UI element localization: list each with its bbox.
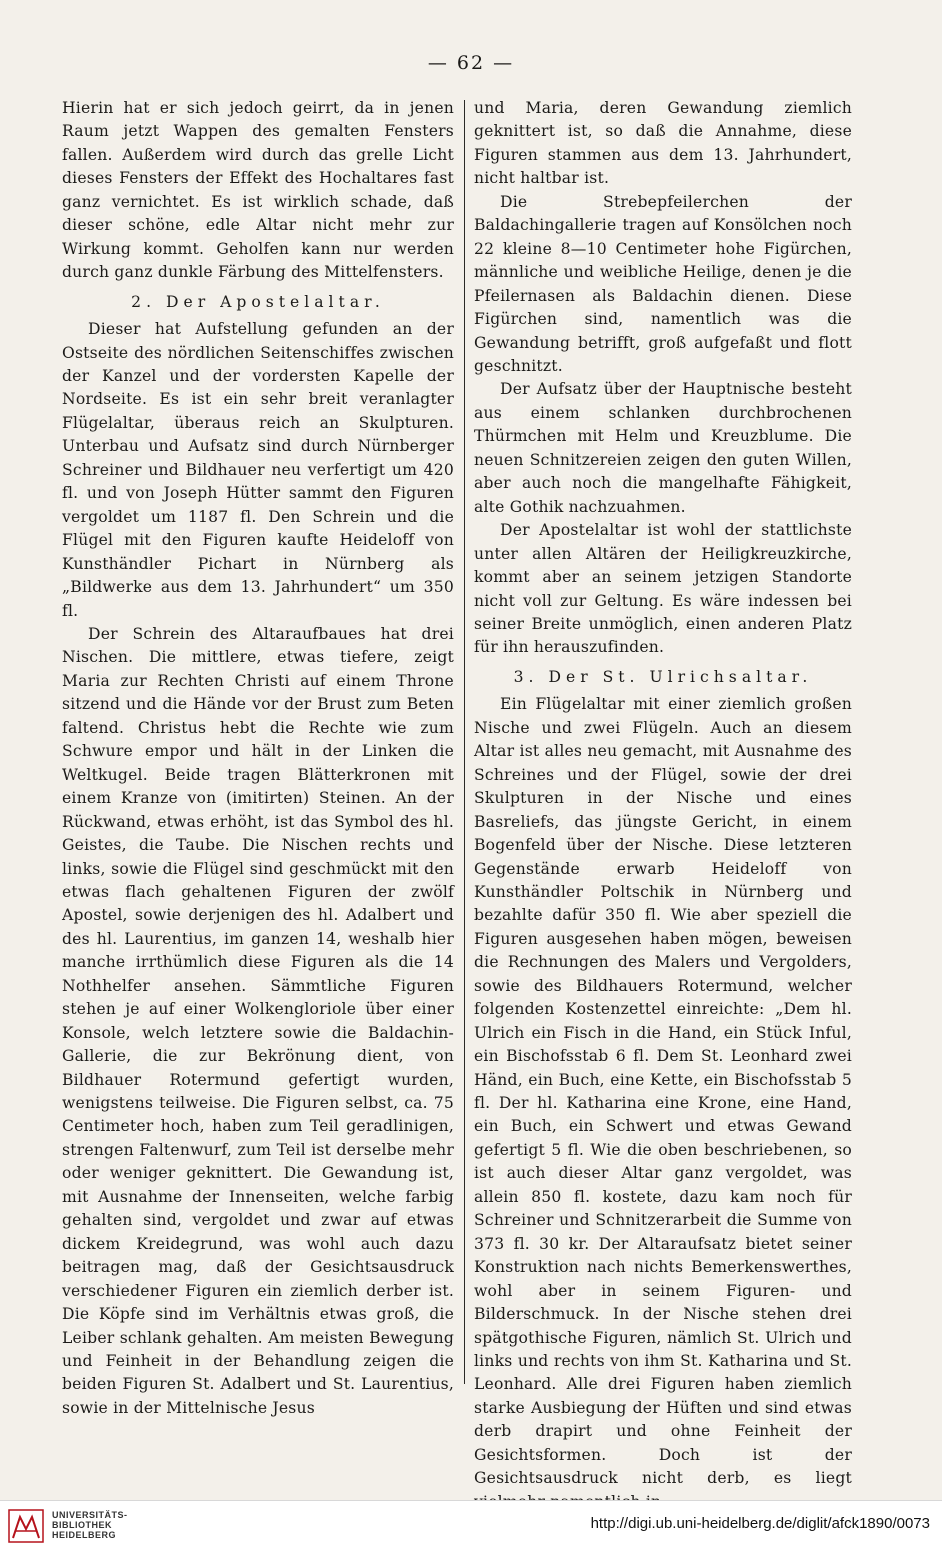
paragraph: und Maria, deren Gewandung ziemlich geknittert ist, so daß die Annahme, diese Figuren stammen aus dem 13. Jahrhundert, nicht haltbar ist. [474, 99, 852, 188]
page-number: — 62 — [427, 52, 515, 74]
library-name: UNIVERSITÄTS- BIBLIOTHEK HEIDELBERG [52, 1510, 128, 1540]
paragraph: Der Apostelaltar ist wohl der stattlichste unter allen Altären der Heiligkreuzkirche, kommt aber an seinem jetzigen Standorte nicht voll zur Geltung. Es wäre indessen bei seiner Breite unmöglich, einen anderen Platz für ihn herauszufinden. [474, 521, 852, 657]
permalink-url[interactable]: http://digi.ub.uni-heidelberg.de/diglit/afck1890/0073 [590, 1515, 930, 1532]
paragraph: Ein Flügelaltar mit einer ziemlich großen Nische und zwei Flügeln. Auch an diesem Altar ist alles neu gemacht, mit Ausnahme des Schreines und der Flügel, sowie der drei Skulpturen in der Nische und eines Basreliefs, das jüngste Gericht, in einem Bogenfeld über der Nische. Diese letzteren Gegenstände erwarb Heideloff von Kunsthändler Poltschik in Nürnberg und bezahlte dafür 350 fl. Wie aber speziell die Figuren ausgesehen haben mögen, beweisen die Rechnungen des Malers und Vergolders, sowie des Bildhauers Rotermund, welcher folgenden Kostenzettel einreichte: „Dem hl. Ulrich ein Fisch in die Hand, ein Stück Inful, ein Bischofsstab 6 fl. Dem St. Leonhard zwei Händ, ein Buch, eine Kette, ein Bischofsstab 5 fl. Der hl. Katharina eine Krone, eine Hand, ein Buch, ein Schwert und etwas Gewand gefertigt 5 fl. Wie die oben beschriebenen, so ist auch dieser Altar ganz vergoldet, was allein 850 fl. kostete, dazu kam noch für Schreiner und Schnitzerarbeit die Summe von 373 fl. 30 kr. Der Altaraufsatz bietet seiner Konstruktion nach nichts Bemerkenswerthes, wohl aber in seinem Figuren- und Bilderschmuck. In der Nische stehen drei spätgothische Figuren, nämlich St. Ulrich und links und rechts von ihm St. Katharina und St. Leonhard. Alle drei Figuren haben ziemlich starke Ausbiegung der Hüften und sind etwas derb drapirt und ohne Feinheit der Gesichtsformen. Doch ist der Gesichtsausdruck nicht derb, es liegt [474, 695, 852, 1488]
section-heading: 3. Der St. Ulrichsaltar. [513, 667, 813, 686]
paragraph: Der Schrein des Altaraufbaues hat drei Nischen. Die mittlere, etwas tiefere, zeigt Maria zur Rechten Christi auf einem Throne sitzend und die Hände vor der Brust zum Beten faltend. Christus hebt die Rechte wie zum Schwure empor und hält in der Linken die Weltkugel. Beide tragen Blätterkronen mit einem Kranze von (imitirten) Steinen. An der Rückwand, etwas erhöht, ist das Symbol des hl. Geistes, die Taube. Die Nischen rechts und links, sowie die Flügel sind geschmückt mit den etwas flach gehaltenen Figuren der zwölf Apostel, sowie derjenigen des hl. Adalbert und des hl. Laurentius, im ganzen 14, weshalb hier manche irrthümlich diese Figuren als die 14 Nothhelfer ansehen. Sämmtliche Figuren stehen je auf einer Wolkengloriole über einer Konsole, welch letztere sowie die Baldachin-Gallerie, die zur Bekrönung dient, von Bildhauer Rotermund gefertigt wurden, wenigstens teilweise. Die Figuren selbst, ca. 75 Centimeter hoch, haben zum Teil geradlinigen, strengen Faltenwurf, zum Teil ist derselbe mehr oder weniger geknittert. Die Gewandung ist, mit Ausnahme der Innenseiten, welche farbig gehalten sind, vergoldet und zwar auf etwas dickem Kreidegrund, was wohl auch dazu beitragen mag, daß der Gesichtsausdruck verschiedener Figuren ein ziemlich derber ist. Die Köpfe sind im Verhältnis etwas groß, die Leiber schlank gehalten. Am meisten Bewegung und Feinheit in der Behandlung zeigen die beiden Figuren St. Adalbert und St. Laurentius, sowie in der Mittelnische Jesus [62, 624, 454, 1417]
paragraph: Der Aufsatz über der Hauptnische besteht aus einem schlanken durchbrochenen Thürmchen mit Helm und Kreuzblume. Die neuen Schnitzereien zeigen den guten Willen, aber auch noch die mangelhafte Fähigkeit, alte Gothik nachzuahmen. [474, 380, 852, 516]
section-heading: 2. Der Apostelaltar. [131, 292, 385, 311]
viewer-footer [0, 1500, 942, 1549]
column-divider [464, 100, 465, 1384]
paragraph: Hierin hat er sich jedoch geirrt, da in jenen Raum jetzt Wappen des gemalten Fensters fallen. Außerdem wird durch das grelle Licht dieses Fensters der Effekt des Hochaltares fast ganz vernichtet. Es ist wirklich schade, daß dieser schöne, edle Altar nicht mehr zur Wirkung kommt. Geholfen kann nur werden durch ganz dunkle Färbung des Mittelfensters. [62, 99, 454, 282]
university-seal-icon [8, 1509, 44, 1543]
paragraph: Dieser hat Aufstellung gefunden an der Ostseite des nördlichen Seitenschiffes zwischen der Kanzel und der vordersten Kapelle der Nordseite. Es ist ein sehr breit veranlagter Flügelaltar, überaus reich an Skulpturen. Unterbau und Aufsatz sind durch Nürnberger Schreiner und Bildhauer neu verfertigt um 420 fl. und von Joseph Hütter sammt den Figuren vergoldet um 1187 fl. Den Schrein und die Flügel mit den Figuren kaufte Heideloff von Kunsthändler Pichart in Nürnberg als „Bildwerke aus dem 13. Jahrhundert“ um 350 fl. [62, 320, 454, 620]
right-column [474, 97, 852, 1514]
paragraph: Die Strebepfeilerchen der Baldachingallerie tragen auf Konsölchen noch 22 kleine 8—10 Centimeter hohe Figürchen, männliche und weibliche Heilige, denen je die Pfeilernasen als Baldachin dienen. Diese Figürchen sind, namentlich was die Gewandung betrifft, groß aufgefaßt und flott geschnitzt. [474, 192, 852, 375]
left-column [62, 97, 454, 1420]
